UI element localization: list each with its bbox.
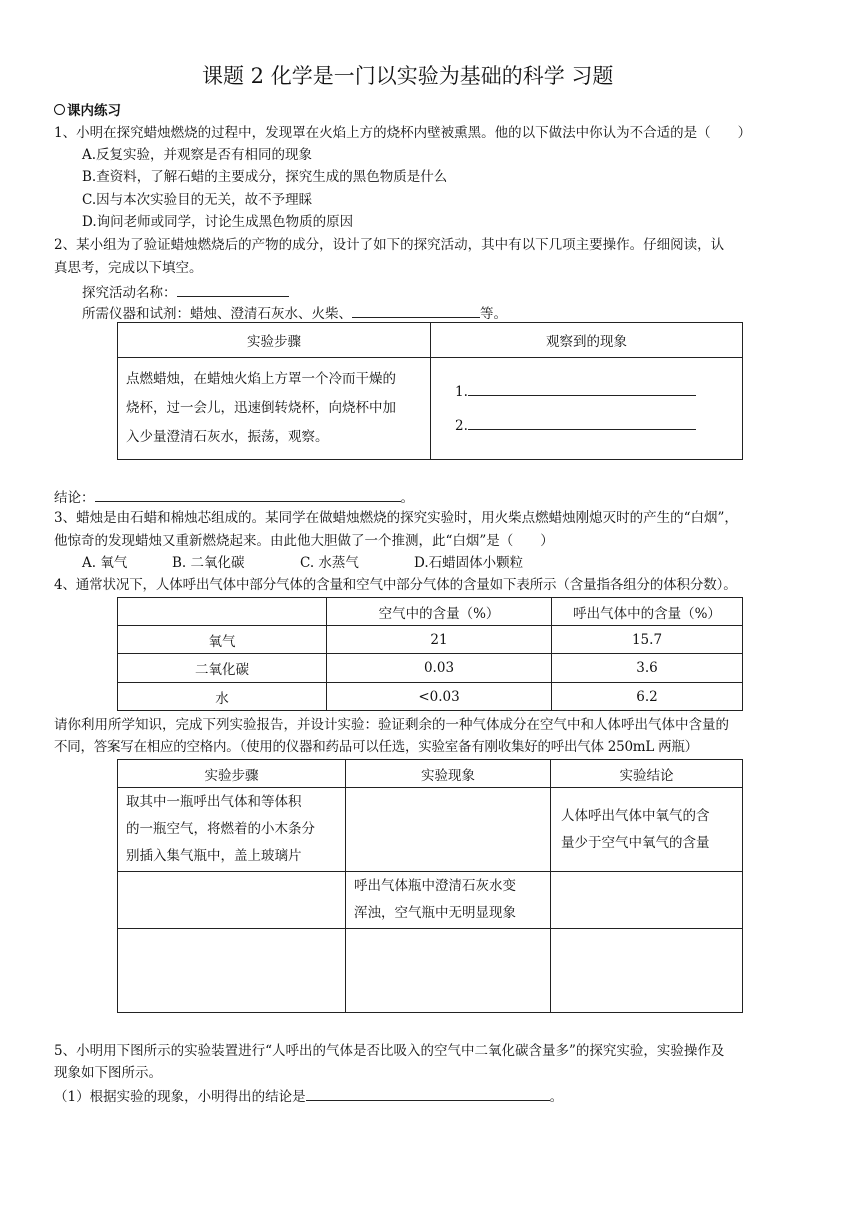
q1-option-a: A.反复实验，并观察是否有相同的现象 bbox=[82, 147, 313, 163]
q1-option-b: B.查资料，了解石蜡的主要成分，探究生成的黑色物质是什么 bbox=[82, 169, 448, 185]
q4-cell: 21 bbox=[327, 626, 552, 654]
q3-option-b: B. 二氧化碳 bbox=[172, 555, 245, 571]
q5-line1: 5、小明用下图所示的实验装置进行“人呼出的气体是否比吸入的空气中二氧化碳含量多”的探究实验，实验操作及 bbox=[54, 1043, 725, 1059]
q4-report-table bbox=[117, 759, 743, 1013]
q2-observation-cell bbox=[431, 358, 743, 460]
q1-option-d: D.询问老师或同学，讨论生成黑色物质的原因 bbox=[82, 214, 354, 230]
q2-step-line: 点燃蜡烛，在蜡烛火焰上方罩一个冷而干燥的 bbox=[126, 371, 396, 387]
report-row3-step-blank[interactable] bbox=[118, 929, 346, 1013]
report-row3-phenomenon-blank[interactable] bbox=[346, 929, 551, 1013]
q2-activity-blank[interactable] bbox=[177, 281, 289, 297]
report-header-phenomenon: 实验现象 bbox=[346, 760, 551, 788]
q3-line1: 3、蜡烛是由石蜡和棉烛芯组成的。某同学在做蜡烛燃烧的探究实验时，用火柴点燃蜡烛刚熄灭时的产生的“白烟”， bbox=[54, 510, 738, 526]
q4-row-label: 二氧化碳 bbox=[118, 654, 327, 683]
q5-sub1 bbox=[54, 1085, 563, 1107]
q4-header-air: 空气中的含量（%） bbox=[327, 598, 552, 626]
q2-conclusion-blank[interactable] bbox=[95, 486, 401, 502]
q2-activity-name bbox=[82, 281, 289, 303]
q4-text-line1: 请你利用所学知识，完成下列实验报告，并设计实验：验证剩余的一种气体成分在空气中和人体呼出气体中含量的 bbox=[54, 717, 729, 733]
q4-stem: 4、通常状况下，人体呼出气体中部分气体的含量和空气中部分气体的含量如下表所示（含量指各组分的体积分数）。 bbox=[54, 577, 737, 593]
q5-sub1-suffix: 。 bbox=[549, 1089, 564, 1105]
q2-stem-line2: 真思考，完成以下填空。 bbox=[54, 260, 203, 276]
q2-header-step: 实验步骤 bbox=[118, 323, 431, 358]
q2-materials bbox=[82, 302, 507, 324]
q2-observation-2: 2. bbox=[455, 409, 742, 443]
q4-header-blank bbox=[118, 598, 327, 626]
report-row2-phenomenon: 呼出气体瓶中澄清石灰水变 浑浊，空气瓶中无明显现象 bbox=[346, 872, 551, 929]
page-title: 课题 2 化学是一门以实验为基础的科学 习题 bbox=[202, 64, 614, 88]
circle-icon bbox=[54, 104, 65, 115]
q1-stem: 1、小明在探究蜡烛燃烧的过程中，发现罩在火焰上方的烧杯内壁被熏黑。他的以下做法中你认为不合适的是（ ） bbox=[54, 125, 752, 141]
q5-line2: 现象如下图所示。 bbox=[54, 1065, 162, 1081]
q2-step-line: 烧杯，过一会儿，迅速倒转烧杯，向烧杯中加 bbox=[126, 400, 396, 416]
q2-materials-label: 所需仪器和试剂：蜡烛、澄清石灰水、火柴、 bbox=[82, 306, 352, 322]
report-header-step: 实验步骤 bbox=[118, 760, 346, 788]
q4-cell: 0.03 bbox=[327, 654, 552, 683]
q2-materials-suffix: 等。 bbox=[480, 306, 507, 322]
q2-table bbox=[117, 322, 743, 460]
q3-option-d: D.石蜡固体小颗粒 bbox=[414, 555, 524, 571]
q2-step-line: 入少量澄清石灰水，振荡，观察。 bbox=[126, 429, 329, 445]
section-heading-text: 课内练习 bbox=[67, 103, 121, 119]
report-row2-step-blank[interactable] bbox=[118, 872, 346, 929]
q3-line2: 他惊奇的发现蜡烛又重新燃烧起来。由此他大胆做了一个推测，此“白烟”是（ ） bbox=[54, 533, 554, 549]
q4-content-table bbox=[117, 597, 743, 711]
report-row1-conclusion: 人体呼出气体中氧气的含 量少于空气中氧气的含量 bbox=[551, 788, 743, 872]
q4-header-exhaled: 呼出气体中的含量（%） bbox=[552, 598, 743, 626]
q2-conclusion bbox=[54, 486, 414, 508]
q4-cell: 3.6 bbox=[552, 654, 743, 683]
report-header-conclusion: 实验结论 bbox=[551, 760, 743, 788]
q5-sub1-blank[interactable] bbox=[306, 1085, 550, 1101]
q4-cell: <0.03 bbox=[327, 683, 552, 711]
report-row3-conclusion-blank[interactable] bbox=[551, 929, 743, 1013]
q4-cell: 15.7 bbox=[552, 626, 743, 654]
section-heading bbox=[54, 101, 121, 121]
q4-row-label: 氧气 bbox=[118, 626, 327, 654]
q2-observation-1-blank[interactable] bbox=[468, 380, 696, 396]
q2-observation-1: 1. bbox=[455, 375, 742, 409]
q2-stem-line1: 2、某小组为了验证蜡烛燃烧后的产物的成分，设计了如下的探究活动，其中有以下几项主要操作。仔细阅读，认 bbox=[54, 237, 725, 253]
report-row2-conclusion-blank[interactable] bbox=[551, 872, 743, 929]
q4-cell: 6.2 bbox=[552, 683, 743, 711]
q2-step-cell bbox=[118, 358, 431, 460]
q1-option-c: C.因与本次实验目的无关，故不予理睬 bbox=[82, 192, 313, 208]
q2-materials-blank[interactable] bbox=[352, 302, 480, 318]
q3-option-c: C. 水蒸气 bbox=[300, 555, 359, 571]
q2-activity-label: 探究活动名称： bbox=[82, 285, 177, 301]
q2-header-observation: 观察到的现象 bbox=[431, 323, 743, 358]
q3-option-a: A. 氧气 bbox=[82, 555, 128, 571]
report-row1-phenomenon-blank[interactable] bbox=[346, 788, 551, 872]
q2-conclusion-label: 结论： bbox=[54, 490, 95, 506]
q4-text-line2: 不同，答案写在相应的空格内。（使用的仪器和药品可以任选，实验室备有刚收集好的呼出气体 250mL 两瓶） bbox=[54, 739, 698, 755]
q4-row-label: 水 bbox=[118, 683, 327, 711]
q2-observation-2-blank[interactable] bbox=[468, 414, 696, 430]
report-row1-step: 取其中一瓶呼出气体和等体积 的一瓶空气，将燃着的小木条分 别插入集气瓶中，盖上玻璃片 bbox=[118, 788, 346, 872]
q5-sub1-label: （1）根据实验的现象，小明得出的结论是 bbox=[54, 1089, 306, 1105]
q2-conclusion-suffix: 。 bbox=[400, 490, 414, 506]
